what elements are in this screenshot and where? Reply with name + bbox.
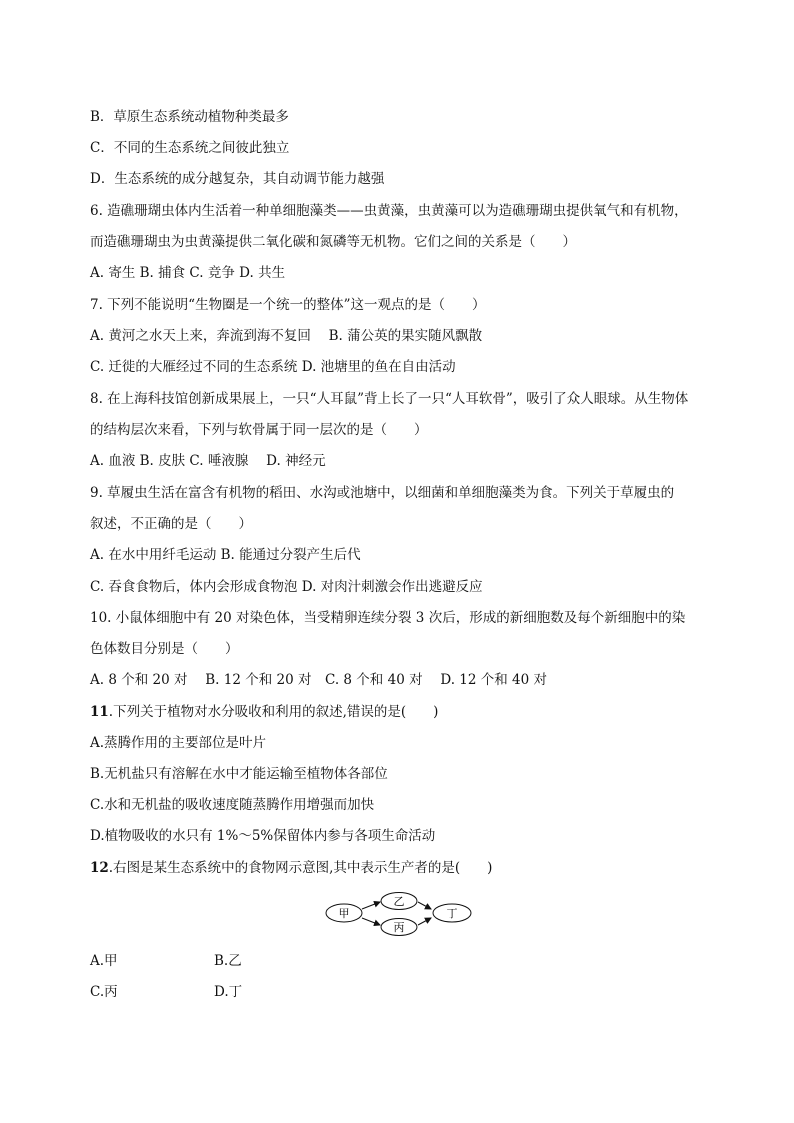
food-web-edge <box>362 902 380 909</box>
node-label: 丁 <box>446 907 458 920</box>
question-10-stem-cont: 色体数目分别是（ ） <box>90 641 239 657</box>
question-9-options-ab: A. 在水中用纤毛运动 B. 能通过分裂产生后代 <box>90 547 361 563</box>
question-number: 12 <box>90 860 109 876</box>
question-11-option-b: B.无机盐只有溶解在水中才能运输至植物体各部位 <box>90 766 388 782</box>
food-web-edge <box>418 902 431 909</box>
food-web-node-ding <box>433 904 471 922</box>
question-12-option-b: B.乙 <box>214 953 242 969</box>
node-label: 丙 <box>393 921 405 934</box>
question-11-stem <box>90 703 438 721</box>
food-web-node-bing <box>381 919 417 936</box>
node-label: 乙 <box>393 895 405 908</box>
question-9-stem: 9. 草履虫生活在富含有机物的稻田、水沟或池塘中，以细菌和单细胞藻类为食。下列关于草履虫的 <box>90 485 675 501</box>
question-11-option-a: A.蒸腾作用的主要部位是叶片 <box>90 735 267 751</box>
question-9-stem-cont: 叙述，不正确的是（ ） <box>90 516 252 532</box>
question-12-stem <box>90 859 492 877</box>
question-12-options-row1 <box>90 952 242 970</box>
question-7-stem: 7. 下列不能说明“生物圈是一个统一的整体”这一观点的是（ ） <box>90 297 486 313</box>
question-9-options-cd: C. 吞食食物后，体内会形成食物泡 D. 对肉汁刺激会作出逃避反应 <box>90 579 483 595</box>
question-number: 11 <box>90 704 109 720</box>
question-10-options: A. 8 个和 20 对 B. 12 个和 20 对 C. 8 个和 40 对 D. 12 个和 40 对 <box>90 672 548 688</box>
node-label: 甲 <box>338 907 350 920</box>
question-6-stem-cont: 而造礁珊瑚虫为虫黄藻提供二氧化碳和氮磷等无机物。它们之间的关系是（ ） <box>90 234 576 250</box>
option-line: D．生态系统的成分越复杂，其自动调节能力越强 <box>90 171 385 187</box>
question-10-stem: 10. 小鼠体细胞中有 20 对染色体，当受精卵连续分裂 3 次后，形成的新细胞数及每个新细胞中的染 <box>90 610 686 626</box>
question-12-option-a: A.甲 <box>90 953 118 969</box>
question-6-options: A. 寄生 B. 捕食 C. 竞争 D. 共生 <box>90 265 286 281</box>
food-web-edge <box>362 918 380 925</box>
question-8-stem-cont: 的结构层次来看，下列与软骨属于同一层次的是（ ） <box>90 422 428 438</box>
question-8-stem: 8. 在上海科技馆创新成果展上，一只“人耳鼠”背上长了一只“人耳软骨”，吸引了众人眼球。从生物体 <box>90 391 689 407</box>
option-line: B．草原生态系统动植物种类最多 <box>90 109 289 125</box>
question-11-option-c: C.水和无机盐的吸收速度随蒸腾作用增强而加快 <box>90 797 375 813</box>
question-12-option-d: D.丁 <box>214 984 243 1000</box>
food-web-diagram <box>320 892 480 940</box>
question-7-options-ab: A. 黄河之水天上来，奔流到海不复回 B. 蒲公英的果实随风飘散 <box>90 328 483 344</box>
question-11-option-d: D.植物吸收的水只有 1%～5%保留体内参与各项生命活动 <box>90 828 436 844</box>
question-text: .右图是某生态系统中的食物网示意图,其中表示生产者的是( ) <box>108 860 493 876</box>
option-line: C．不同的生态系统之间彼此独立 <box>90 140 290 156</box>
question-text: .下列关于植物对水分吸收和利用的叙述,错误的是( ) <box>108 704 439 720</box>
question-8-options: A. 血液 B. 皮肤 C. 唾液腺 D. 神经元 <box>90 453 326 469</box>
question-12-option-c: C.丙 <box>90 984 118 1000</box>
food-web-edge <box>418 918 431 925</box>
question-12-options-row2 <box>90 983 243 1001</box>
food-web-node-yi <box>381 893 417 910</box>
question-7-options-cd: C. 迁徙的大雁经过不同的生态系统 D. 池塘里的鱼在自由活动 <box>90 359 456 375</box>
question-6-stem: 6. 造礁珊瑚虫体内生活着一种单细胞藻类——虫黄藻，虫黄藻可以为造礁珊瑚虫提供氧气和有机物， <box>90 203 688 219</box>
food-web-node-jia <box>326 904 362 922</box>
